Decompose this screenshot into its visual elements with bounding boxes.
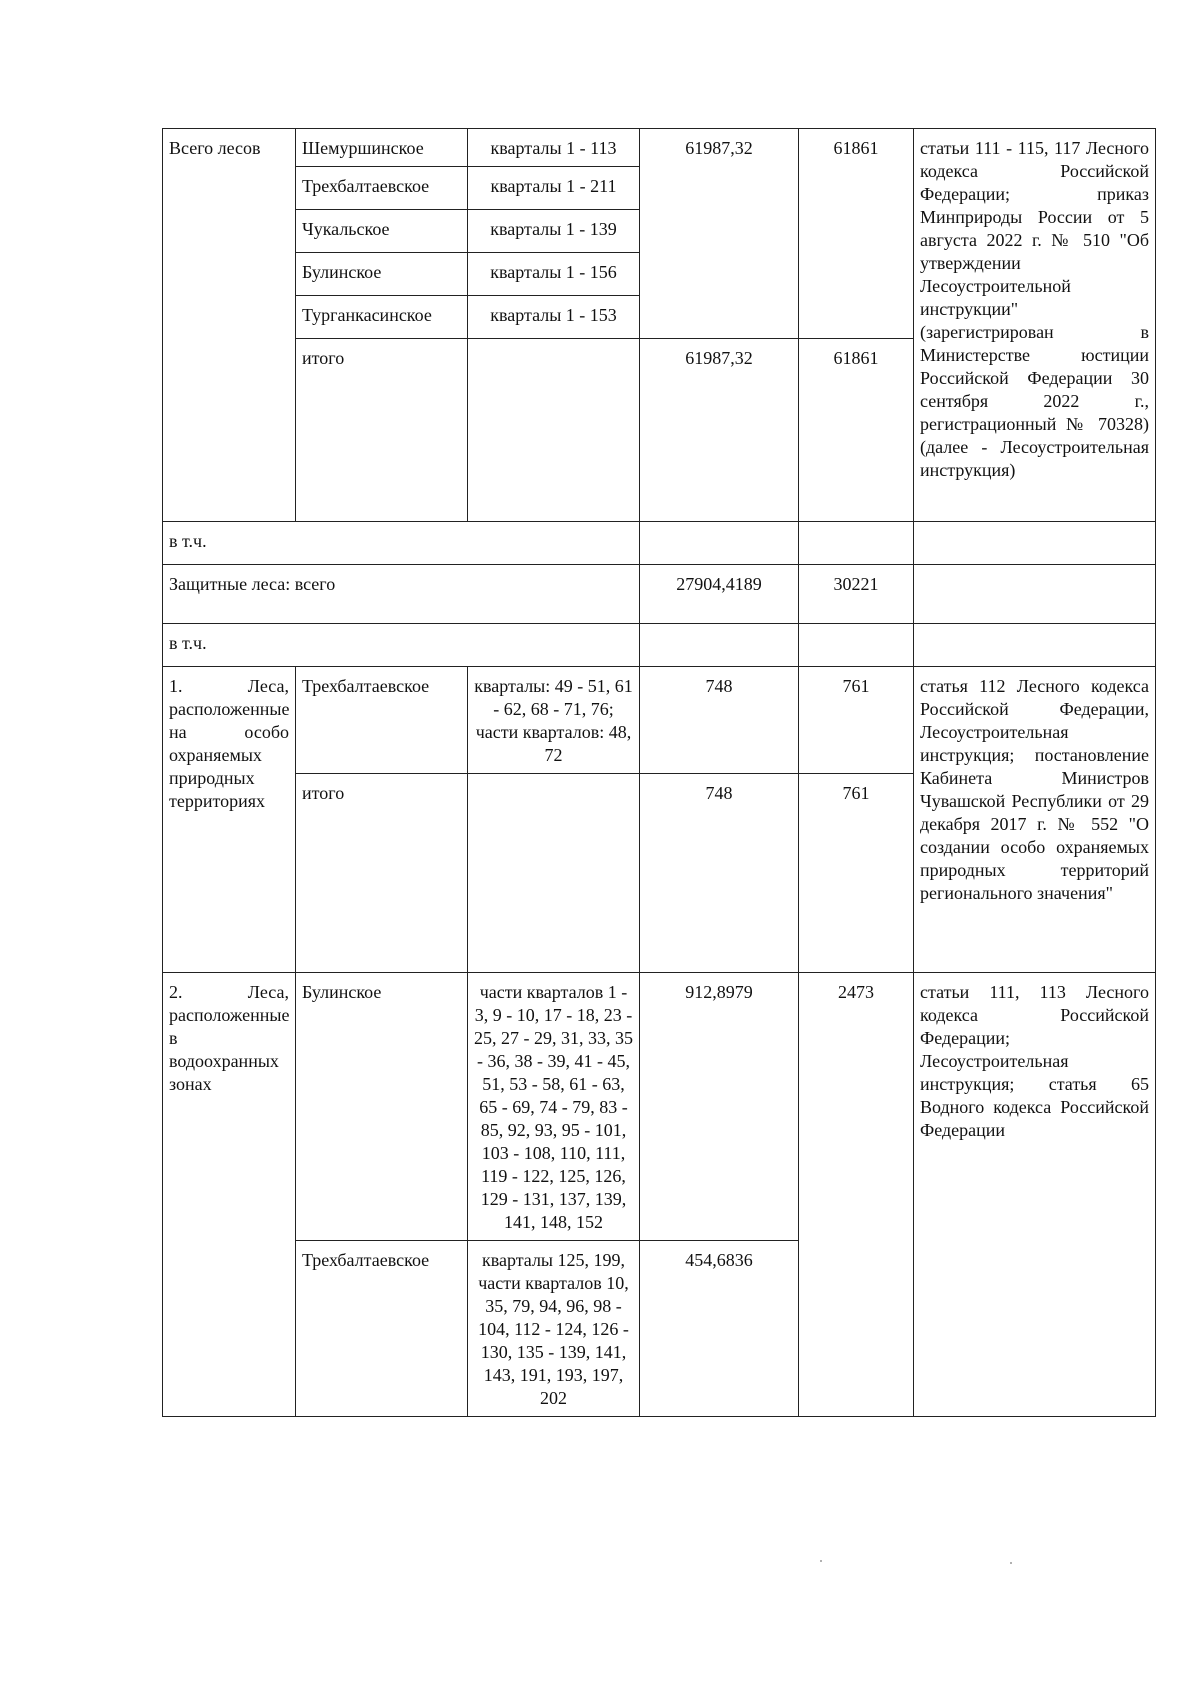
forestry-name: Булинское: [296, 973, 468, 1241]
category-1-subtotal-area-1: 748: [640, 774, 799, 973]
quarters: кварталы: 49 - 51, 61 - 62, 68 - 71, 76; части кварталов: 48, 72: [468, 667, 640, 774]
quarters: кварталы 1 - 153: [468, 296, 640, 339]
table-row: [163, 522, 1156, 565]
forest-table: [162, 128, 1156, 1417]
category-2-area-2: 2473: [799, 973, 914, 1417]
subtotal-label: итого: [296, 774, 468, 973]
forestry-name: Шемуршинское: [296, 129, 468, 167]
protective-area-1: 27904,4189: [640, 565, 799, 624]
subtotal-area-2: 61861: [799, 339, 914, 522]
forestry-name: Трехбалтаевское: [296, 167, 468, 210]
scan-speck: [1010, 1562, 1012, 1564]
quarters: кварталы 125, 199, части кварталов 10, 35, 79, 94, 96, 98 - 104, 112 - 124, 126 - 130, 135 - 139, 141, 143, 191, 193, 197, 202: [468, 1241, 640, 1417]
protective-area-2: 30221: [799, 565, 914, 624]
category-2-area-1: 912,8979: [640, 973, 799, 1241]
forestry-name: Трехбалтаевское: [296, 1241, 468, 1417]
category-1-area-1: 748: [640, 667, 799, 774]
including-label: в т.ч.: [163, 624, 640, 667]
including-label: в т.ч.: [163, 522, 640, 565]
category-2-legal-basis: статьи 111, 113 Лесного кодекса Российской Федерации; Лесоустроительная инструкция; статья 65 Водного кодекса Российской Федерации: [914, 973, 1156, 1417]
total-label: Всего лесов: [163, 129, 296, 522]
quarters: кварталы 1 - 113: [468, 129, 640, 167]
table-row: [163, 565, 1156, 624]
forestry-name: Булинское: [296, 253, 468, 296]
total-area-1: 61987,32: [640, 129, 799, 339]
protective-label: Защитные леса: всего: [163, 565, 640, 624]
forestry-name: Чукальское: [296, 210, 468, 253]
forestry-name: Трехбалтаевское: [296, 667, 468, 774]
total-legal-basis: статьи 111 - 115, 117 Лесного кодекса Российской Федерации; приказ Минприроды России от 5 августа 2022 г. № 510 "Об утверждении Лесоустроительной инструкции" (зарегистрирован в Министерстве юстиции Российской Федерации 30 сентября 2022 г., регистрационный № 70328) (далее - Лесоустроительная инструкция): [914, 129, 1156, 522]
quarters: кварталы 1 - 156: [468, 253, 640, 296]
forestry-name: Турганкасинское: [296, 296, 468, 339]
category-1-legal-basis: статья 112 Лесного кодекса Российской Федерации, Лесоустроительная инструкция; постановление Кабинета Министров Чувашской Республики от 29 декабря 2017 г. № 552 "О создании особо охраняемых природных территорий регионального значения": [914, 667, 1156, 973]
empty-cell: [468, 339, 640, 522]
category-2-label: 2. Леса, расположенные в водоохранных зонах: [163, 973, 296, 1417]
category-1-label: 1. Леса, расположенные на особо охраняемых природных территориях: [163, 667, 296, 973]
table-row: [163, 129, 1156, 167]
quarters: кварталы 1 - 139: [468, 210, 640, 253]
total-area-2: 61861: [799, 129, 914, 339]
category-1-area-2: 761: [799, 667, 914, 774]
subtotal-area-1: 61987,32: [640, 339, 799, 522]
quarters: кварталы 1 - 211: [468, 167, 640, 210]
table-row: [163, 624, 1156, 667]
scan-speck: [820, 1560, 822, 1562]
quarters: части кварталов 1 - 3, 9 - 10, 17 - 18, 23 - 25, 27 - 29, 31, 33, 35 - 36, 38 - 39, 41 - 45, 51, 53 - 58, 61 - 63, 65 - 69, 74 - 79, 83 - 85, 92, 93, 95 - 101, 103 - 108, 110, 111, 119 - 122, 125, 126, 129 - 131, 137, 139, 141, 148, 152: [468, 973, 640, 1241]
table-row: [163, 973, 1156, 1241]
empty-cell: [468, 774, 640, 973]
category-2-area-1: 454,6836: [640, 1241, 799, 1417]
table-row: [163, 667, 1156, 774]
category-1-subtotal-area-2: 761: [799, 774, 914, 973]
subtotal-label: итого: [296, 339, 468, 522]
